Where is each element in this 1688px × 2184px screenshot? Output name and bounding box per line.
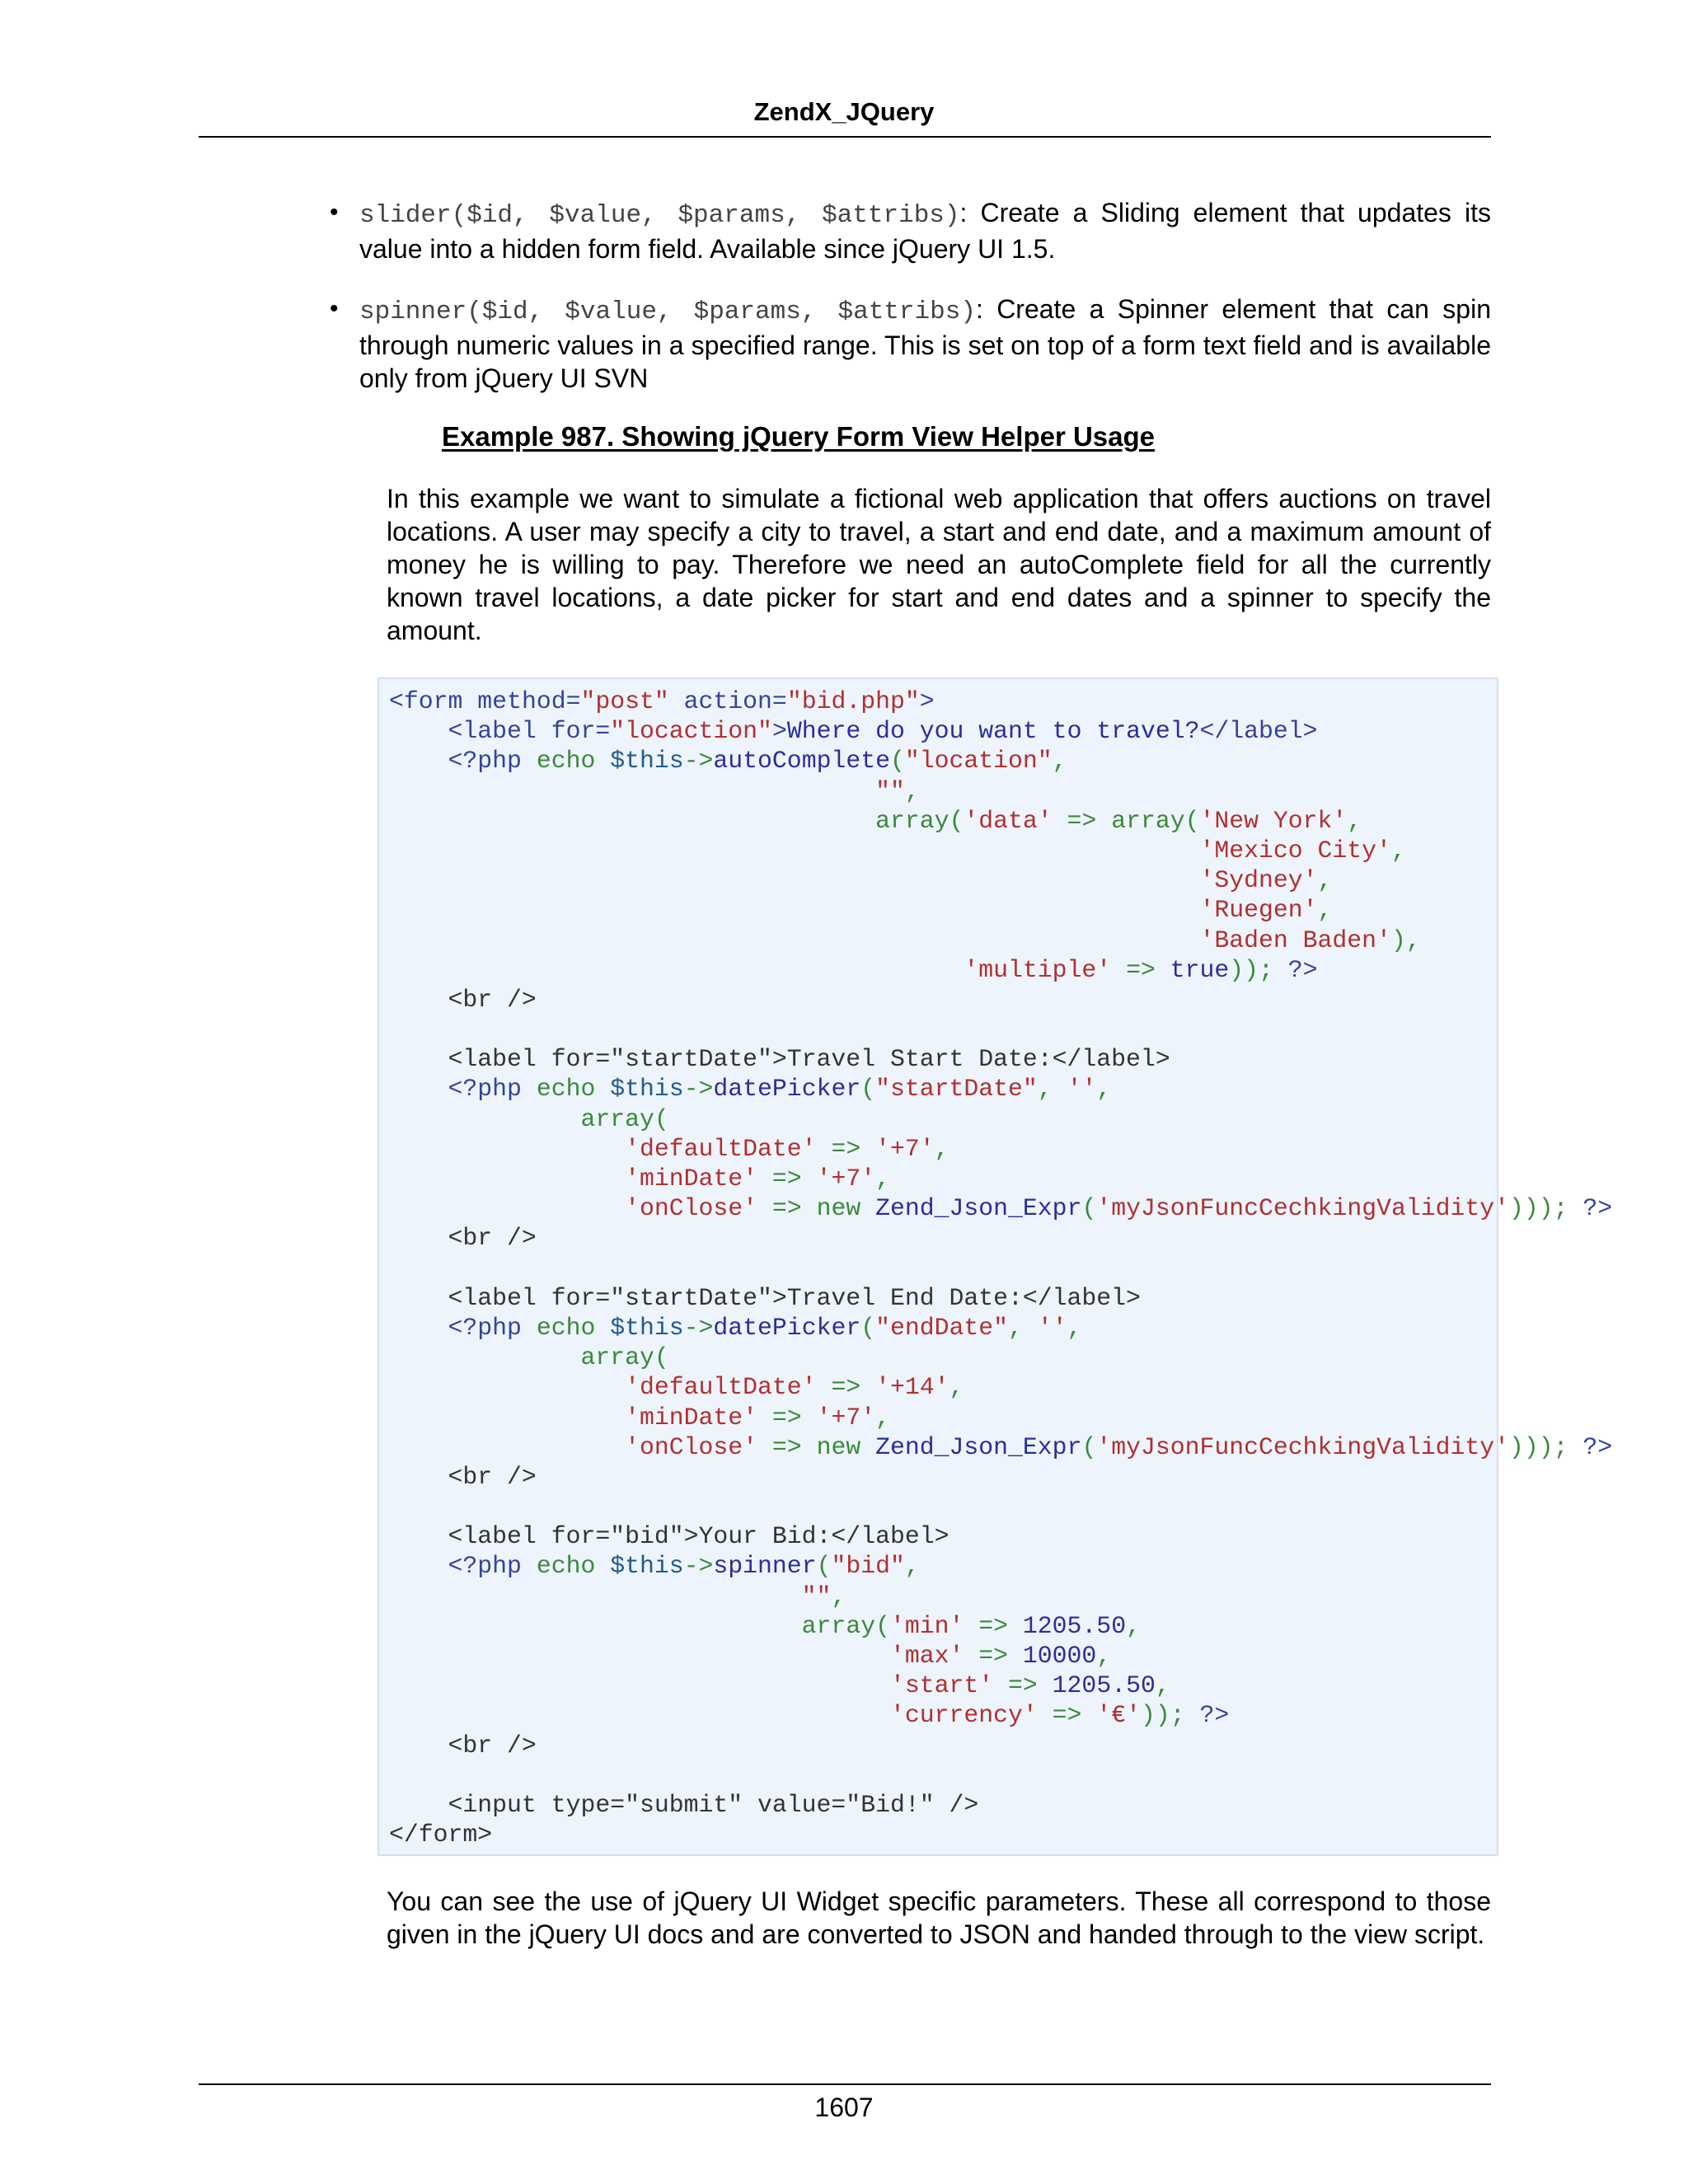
code-token: 1205.50 xyxy=(1022,1611,1127,1640)
code-token: => xyxy=(1111,955,1170,984)
code-token: => xyxy=(757,1165,817,1193)
code-token: ( xyxy=(949,806,964,835)
code-token: $this xyxy=(610,1552,684,1581)
bullet-icon: • xyxy=(330,295,339,322)
code-token: 'multiple' xyxy=(964,955,1112,984)
code-token: '+14' xyxy=(875,1373,950,1402)
code-token: ( xyxy=(1184,806,1200,835)
code-line xyxy=(389,1492,1612,1521)
code-line xyxy=(389,1164,1612,1193)
code-line xyxy=(389,895,1612,925)
code-token: ))); xyxy=(1509,1432,1568,1461)
code-line xyxy=(389,1521,1612,1551)
code-token: , xyxy=(875,1403,890,1432)
code-token: </label> xyxy=(1199,717,1318,746)
code-token: , xyxy=(831,1582,846,1610)
code-line xyxy=(389,1343,1612,1372)
code-token: , xyxy=(1317,896,1333,925)
code-token: , xyxy=(1390,836,1406,865)
code-line xyxy=(389,985,1612,1015)
code-token: 'myJsonFuncCechkingValidity' xyxy=(1096,1194,1510,1223)
code-token: 'data' xyxy=(964,806,1053,835)
code-line xyxy=(389,1403,1612,1432)
method-list xyxy=(330,196,1491,422)
code-token: echo xyxy=(536,1552,611,1581)
code-token: array xyxy=(580,1104,654,1133)
code-token: <label for="bid">Your Bid:</label> xyxy=(389,1522,950,1551)
code-token xyxy=(389,837,1199,865)
code-token: => xyxy=(816,1134,876,1163)
code-token: -> xyxy=(683,1552,714,1581)
code-token: $this xyxy=(610,1075,684,1104)
example-outro-paragraph: You can see the use of jQuery UI Widget specific parameters. These all correspond to those given in the jQuery UI docs and are converted to JSON and handed through to the view script. xyxy=(387,1886,1491,1949)
page-header-title: ZendX_JQuery xyxy=(753,97,935,126)
code-token: 'defaultDate' xyxy=(625,1134,817,1163)
code-token: , xyxy=(1155,1671,1170,1700)
code-token: new xyxy=(816,1194,876,1223)
code-token xyxy=(389,866,1199,894)
code-token: '€' xyxy=(1096,1701,1141,1730)
code-token: ))); xyxy=(1509,1194,1568,1223)
code-token: <?php xyxy=(448,1075,537,1104)
page-number: 1607 xyxy=(814,2093,874,2122)
code-token: "post" xyxy=(580,687,669,715)
code-token: > xyxy=(771,717,787,746)
code-token: ( xyxy=(1081,1194,1097,1223)
code-token xyxy=(389,1194,625,1222)
code-line xyxy=(389,746,1612,776)
code-token xyxy=(389,1314,448,1342)
code-token xyxy=(389,1671,890,1699)
code-token: 'defaultDate' xyxy=(625,1373,817,1402)
code-token: ?> xyxy=(1568,1194,1613,1223)
code-token: '' xyxy=(1067,1075,1097,1104)
code-token: , xyxy=(904,1552,920,1581)
code-token xyxy=(389,1582,802,1610)
code-token: 'max' xyxy=(889,1642,964,1670)
code-token: <label for="startDate">Travel Start Date:</label> xyxy=(389,1045,1170,1074)
code-token xyxy=(389,1642,890,1670)
code-token: "" xyxy=(875,776,905,805)
code-line xyxy=(389,1432,1612,1462)
code-token xyxy=(389,1552,448,1580)
code-token: "bid" xyxy=(831,1552,905,1581)
code-token: 1205.50 xyxy=(1052,1671,1156,1700)
code-token: method= xyxy=(477,687,581,715)
code-token: array xyxy=(1111,806,1185,835)
code-token xyxy=(389,956,964,984)
code-token: $this xyxy=(610,747,684,776)
code-token: , xyxy=(1067,1313,1082,1342)
code-token xyxy=(389,1343,580,1371)
code-token: 10000 xyxy=(1022,1642,1097,1670)
code-token: 'Baden Baden' xyxy=(1199,926,1391,954)
code-line xyxy=(389,1223,1612,1253)
code-token: > xyxy=(919,687,935,715)
code-line xyxy=(389,1044,1612,1074)
code-token: true xyxy=(1170,955,1230,984)
code-token: , xyxy=(1096,1075,1112,1104)
code-token: 'New York' xyxy=(1199,806,1348,835)
code-line xyxy=(389,1820,1612,1849)
code-token: 'onClose' xyxy=(625,1432,758,1461)
code-line xyxy=(389,1104,1612,1134)
list-item-slider xyxy=(330,196,1492,265)
bullet-icon: • xyxy=(330,199,339,226)
code-token: => xyxy=(757,1432,817,1461)
code-block xyxy=(389,687,1612,1849)
code-token: => xyxy=(1037,1701,1097,1730)
code-token: echo xyxy=(536,1313,611,1342)
code-token: <form xyxy=(389,687,478,715)
code-token: '+7' xyxy=(816,1403,876,1432)
code-token: <br /> xyxy=(389,1731,537,1760)
code-line xyxy=(389,1641,1612,1671)
code-token: )); xyxy=(1229,955,1273,984)
code-token: <br /> xyxy=(389,985,537,1014)
code-token: for= xyxy=(551,717,611,746)
code-token: ( xyxy=(816,1552,832,1581)
code-token: , xyxy=(934,1134,950,1163)
code-token: "bid.php" xyxy=(786,687,920,715)
code-token: action= xyxy=(668,687,787,715)
code-token: => xyxy=(816,1373,876,1402)
code-token: ?> xyxy=(1184,1701,1230,1730)
header-rule xyxy=(199,136,1491,138)
code-token: 'Ruegen' xyxy=(1199,896,1318,925)
code-token: -> xyxy=(683,1313,714,1342)
code-token: ?> xyxy=(1273,955,1318,984)
code-token: )); xyxy=(1140,1701,1185,1730)
code-token: => xyxy=(964,1642,1023,1670)
code-token: new xyxy=(816,1432,876,1461)
code-token: , xyxy=(875,1165,890,1193)
code-token: ), xyxy=(1390,926,1421,954)
code-line xyxy=(389,1551,1612,1581)
code-token: </form> xyxy=(389,1821,493,1849)
code-token xyxy=(389,1373,625,1401)
code-token: '+7' xyxy=(816,1165,876,1193)
code-listing xyxy=(377,677,1613,1856)
code-token: autoComplete xyxy=(713,747,890,776)
code-token: 'minDate' xyxy=(625,1165,758,1193)
code-token: ( xyxy=(889,747,905,776)
code-token xyxy=(389,1404,625,1432)
code-token: -> xyxy=(683,1075,714,1104)
code-line xyxy=(389,865,1612,895)
code-token: => xyxy=(1052,806,1112,835)
code-token: , xyxy=(1347,806,1362,835)
code-line xyxy=(389,1731,1612,1760)
code-token xyxy=(389,1165,625,1193)
code-token: ( xyxy=(654,1343,669,1372)
code-token: "endDate" xyxy=(875,1313,1009,1342)
code-token xyxy=(389,1075,448,1103)
code-token: 'onClose' xyxy=(625,1194,758,1223)
method-description: : Create a Spinner element that can spin through numeric values in a specified range. This is set on top of a form text field and is available only from jQuery UI SVN xyxy=(359,294,1491,393)
code-line xyxy=(389,1372,1612,1402)
code-token: <?php xyxy=(448,1552,537,1581)
code-token: , xyxy=(1126,1611,1141,1640)
code-token: , xyxy=(949,1373,964,1402)
code-token: spinner xyxy=(713,1552,817,1581)
code-token xyxy=(389,717,448,745)
code-token xyxy=(389,1612,802,1640)
code-token: "startDate" xyxy=(875,1075,1038,1104)
code-token: ( xyxy=(1081,1432,1097,1461)
code-line xyxy=(389,955,1612,985)
code-token: 'Mexico City' xyxy=(1199,836,1391,865)
code-token xyxy=(389,1433,625,1461)
code-token: 'Sydney' xyxy=(1199,866,1318,895)
code-token: 'min' xyxy=(889,1611,964,1640)
code-token: 'minDate' xyxy=(625,1403,758,1432)
code-token: '+7' xyxy=(875,1134,935,1163)
code-token: datePicker xyxy=(713,1313,861,1342)
code-token xyxy=(389,777,875,805)
code-token: 'start' xyxy=(889,1671,994,1700)
code-token: <br /> xyxy=(389,1462,537,1491)
code-token: <?php xyxy=(448,747,537,776)
code-token: ( xyxy=(860,1075,876,1104)
code-token: Zend_Json_Expr xyxy=(875,1194,1082,1223)
code-token: , xyxy=(1008,1313,1038,1342)
code-line xyxy=(389,1193,1612,1223)
code-line xyxy=(389,716,1612,746)
code-token: echo xyxy=(536,747,611,776)
code-token: Where do you want to travel? xyxy=(786,717,1200,746)
code-token: '' xyxy=(1037,1313,1067,1342)
code-token: datePicker xyxy=(713,1075,861,1104)
code-line xyxy=(389,1015,1612,1044)
code-token: ( xyxy=(860,1313,876,1342)
code-line xyxy=(389,836,1612,865)
code-line xyxy=(389,1462,1612,1492)
footer-rule xyxy=(199,2083,1491,2085)
code-token: "" xyxy=(801,1582,832,1610)
code-token xyxy=(389,1105,580,1133)
list-item-spinner xyxy=(330,293,1491,395)
code-line xyxy=(389,1760,1612,1790)
code-token: , xyxy=(904,776,920,805)
code-token: "locaction" xyxy=(610,717,772,746)
code-line xyxy=(389,687,1612,716)
code-token: => xyxy=(964,1611,1023,1640)
code-token: array xyxy=(801,1611,876,1640)
code-line xyxy=(389,1790,1612,1820)
code-token: <br /> xyxy=(389,1224,537,1253)
code-token: ( xyxy=(654,1104,669,1133)
code-token: -> xyxy=(683,747,714,776)
code-token xyxy=(389,747,448,775)
method-signature: spinner($id, $value, $params, $attribs) xyxy=(359,298,976,326)
method-signature: slider($id, $value, $params, $attribs) xyxy=(359,201,960,230)
code-token: <?php xyxy=(448,1313,537,1342)
code-token: array xyxy=(875,806,950,835)
code-token: <label for="startDate">Travel End Date:</label> xyxy=(389,1283,1141,1312)
code-line xyxy=(389,926,1612,955)
code-line xyxy=(389,806,1612,836)
code-token xyxy=(389,926,1199,954)
code-line xyxy=(389,1582,1612,1611)
code-token xyxy=(389,807,875,835)
code-token: array xyxy=(580,1343,654,1372)
code-token: ?> xyxy=(1568,1432,1613,1461)
code-token: "location" xyxy=(904,747,1053,776)
code-token: Zend_Json_Expr xyxy=(875,1432,1082,1461)
code-token: , xyxy=(1037,1075,1067,1104)
code-line xyxy=(389,1134,1612,1164)
code-token: , xyxy=(1096,1642,1112,1670)
code-token xyxy=(389,896,1199,924)
code-token: <input type="submit" value="Bid!" /> xyxy=(389,1790,979,1819)
code-token: => xyxy=(757,1194,817,1223)
code-token: => xyxy=(757,1403,817,1432)
code-token: <label xyxy=(448,717,551,746)
code-line xyxy=(389,1074,1612,1104)
code-token: 'currency' xyxy=(889,1701,1038,1730)
code-line xyxy=(389,1671,1612,1700)
code-line xyxy=(389,1700,1612,1730)
code-token: , xyxy=(1317,866,1333,895)
code-line xyxy=(389,1611,1612,1641)
example-intro-paragraph: In this example we want to simulate a fictional web application that offers auctions on travel locations. A user may specify a city to travel, a start and end date, and a maximum amount of money he is willing to pay. Therefore we need an autoComplete field for all the currently known travel locations, a date picker for start and end dates and a spinner to specify the amount. xyxy=(387,484,1491,645)
code-token xyxy=(389,1135,625,1163)
code-line xyxy=(389,1313,1612,1343)
code-line xyxy=(389,1283,1612,1313)
code-token: ( xyxy=(875,1611,890,1640)
method-description: : Create a Sliding element that updates its value into a hidden form field. Available since jQuery UI 1.5. xyxy=(359,198,1492,264)
code-line xyxy=(389,1254,1612,1283)
code-line xyxy=(389,776,1612,806)
code-token: , xyxy=(1052,747,1067,776)
example-title: Example 987. Showing jQuery Form View Helper Usage xyxy=(442,421,1156,452)
code-token: $this xyxy=(610,1313,684,1342)
code-token: echo xyxy=(536,1075,611,1104)
code-token: 'myJsonFuncCechkingValidity' xyxy=(1096,1432,1510,1461)
code-token: => xyxy=(993,1671,1053,1700)
code-token xyxy=(389,1701,890,1729)
